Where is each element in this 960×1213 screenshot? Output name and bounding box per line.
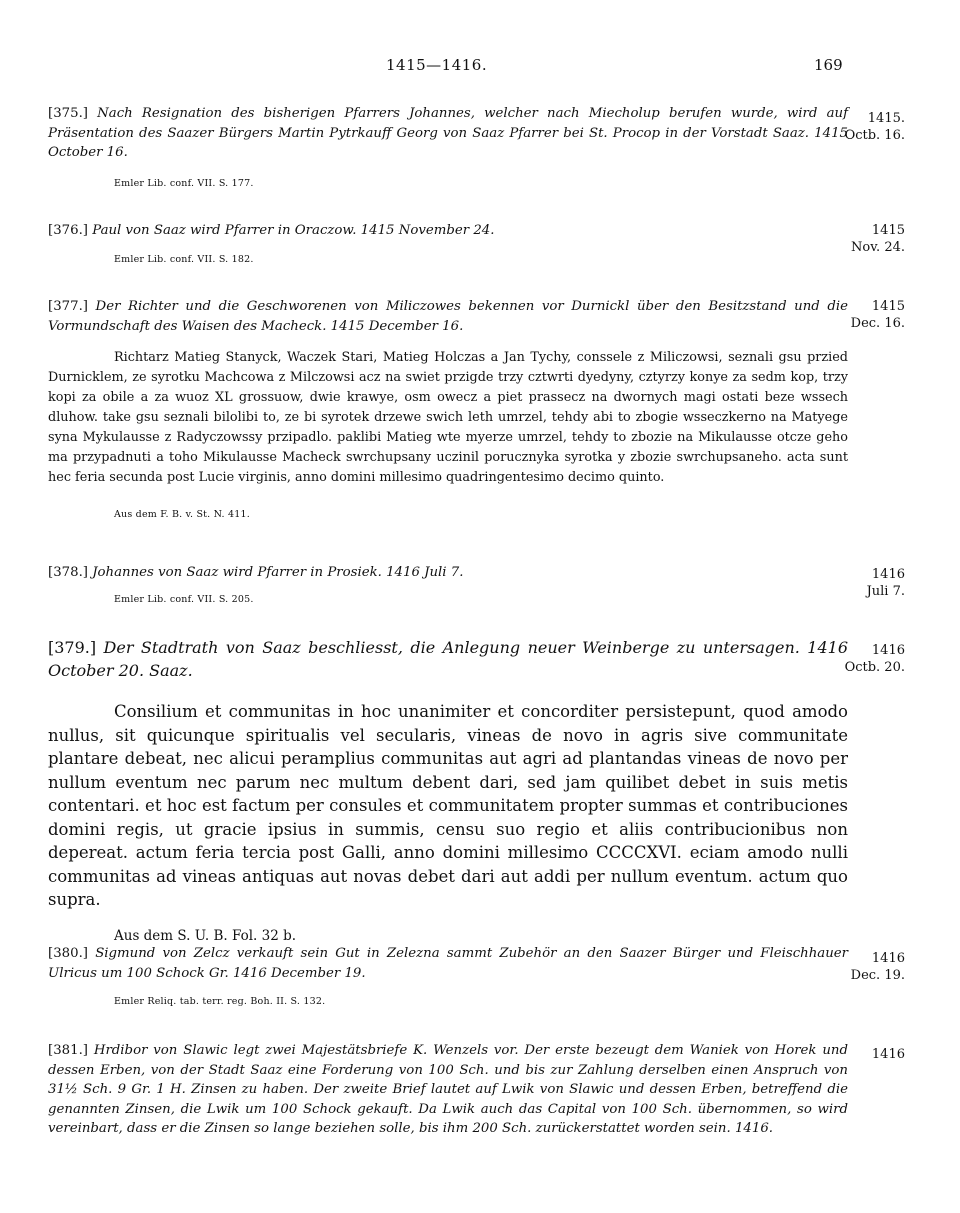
entry-date: 1416 Juli 7.: [866, 567, 905, 599]
entry-summary: [48, 944, 848, 983]
entry-date: 1416: [871, 1047, 905, 1062]
entry-date: 1415 Dec. 16.: [850, 299, 905, 331]
entry-date: 1416 Octb. 20.: [844, 643, 905, 675]
entry-summary: [48, 297, 848, 336]
entry-summary-text: Johannes von Saaz wird Pfarrer in Prosiek. 1416 Juli 7.: [92, 565, 464, 580]
entry-summary-text: Nach Resignation des bisherigen Pfarrers Johannes, welcher nach Miecholup berufen wurde, wird auf Präsentation des Saazer Bürgers Martin Pytrkauff Georg von Saaz Pfarrer bei St. Procop in der Vorstadt Saaz. 1415 October 16.: [48, 106, 848, 160]
entry-summary-text: Der Stadtrath von Saaz beschliesst, die Anlegung neuer Weinberge zu untersagen. 1416 October 20. Saaz.: [48, 638, 848, 680]
entry-source: Aus dem F. B. v. St. N. 411.: [114, 509, 250, 520]
entry-380: [48, 944, 848, 1008]
entry-body: Richtarz Matieg Stanyck, Waczek Stari, Matieg Holczas a Jan Tychy, conssele z Miliczowsi, seznali gsu przied Durnicklem, ze syrotku Machcowa z Milczowsi acz na swiet przigde trzy cztwrti dyedyny, cztyrzy konye za sedm kop, trzy kopi za obile a za wuoz XL grossuow, dwie krawye, osm owecz a piet prassecz na dwornych magi ostati beze wssech dluhow. take gsu seznali bilolibi to, ze bi syrotek drzewe swich leth umrzel, tehdy abi to zbogie wsseczkerno na Matyege syna Mykulausse z Radyczowssy przipadlo. paklibi Matieg wte myerze umrzel, tehdy to zbozie na Mikulausse otcze geho ma przypadnuti a toho Mikulausse Macheck swrchupsany uczinil porucznyka syrotka y zbozie swrchupsaneho. acta sunt hec feria secunda post Lucie virginis, anno domini millesimo quadringentesimo decimo quinto.: [48, 350, 848, 485]
entry-summary-text: Der Richter und die Geschworenen von Miliczowes bekennen vor Durnickl über den Besitzstand und die Vormundschaft des Waisen des Macheck. 1415 December 16.: [48, 299, 848, 334]
entry-summary: [48, 104, 848, 163]
entry-number: [377.]: [48, 299, 88, 314]
entry-number: [376.]: [48, 223, 88, 238]
entry-number: [381.]: [48, 1043, 88, 1058]
entry-376: [48, 221, 848, 266]
entry-375: [48, 104, 848, 190]
entry-date: 1415. Octb. 16.: [844, 111, 905, 143]
entry-source: Emler Lib. conf. VII. S. 205.: [114, 593, 254, 605]
entry-number: [375.]: [48, 106, 88, 121]
entry-summary: [48, 636, 848, 682]
entry-date: 1416 Dec. 19.: [850, 951, 905, 983]
entry-summary-text: Sigmund von Zelcz verkauft sein Gut in Zelezna sammt Zubehör an den Saazer Bürger und Fleischhauer Ulricus um 100 Schock Gr. 1416 December 19.: [48, 946, 849, 981]
entry-body: Consilium et communitas in hoc unanimiter et concorditer persistерunt, quod amodo nullus, sit quicunque spiritualis vel secularis, vineas de novo in agris sive communitate plantare debeat, nec alicui peramplius communitas aut agri ad plantandas vineas de novo per nullum eventum nec parum nec multum debent dari, sed jam quilibet debet in suis metis contentari. et hoc est factum per consules et communitatem propter summas et contribuciones domini regis, ut gracie ipsius in summis, censu suo regio et aliis contribucionibus non depereat. actum feria tercia post Galli, anno domini millesimo CCCCXVI. eciam amodo nulli communitas ad vineas antiquas aut novas debet dari aut addi per nullum eventum. actum quo supra.: [48, 702, 848, 909]
running-title: 1415—1416.: [386, 56, 488, 74]
entry-date: 1415 Nov. 24.: [851, 223, 905, 255]
entry-number: [380.]: [48, 946, 88, 961]
entry-summary: [48, 563, 848, 583]
entry-source: Emler Lib. conf. VII. S. 177.: [114, 177, 254, 189]
entry-379: [48, 636, 848, 944]
entry-source: Emler Lib. conf. VII. S. 182.: [114, 253, 254, 265]
entry-number: [378.]: [48, 565, 88, 580]
entry-number: [379.]: [48, 638, 97, 657]
page-number: 169: [814, 56, 843, 74]
entry-377: [48, 297, 848, 521]
entry-summary: [48, 221, 848, 241]
entry-summary-text: Hrdibor von Slawic legt zwei Majestätsbriefe K. Wenzels vor. Der erste bezeugt dem Waniek von Horek und dessen Erben, von der Stadt Saaz eine Forderung von 100 Sch. und bis zur Zahlung derselben einen Anspruch von 31½ Sch. 9 Gr. 1 H. Zinsen zu haben. Der zweite Brief lautet auf Lwik von Slawic und dessen Erben, betreffend die genannten Zinsen, die Lwik um 100 Schock gekauft. Da Lwik auch das Capital von 100 Sch. übernommen, so wird vereinbart, dass er die Zinsen so lange beziehen solle, bis ihm 200 Sch. zurückerstattet worden sein. 1416.: [48, 1043, 848, 1136]
entry-source: Aus dem S. U. B. Fol. 32 b.: [114, 927, 297, 944]
entry-summary-text: Paul von Saaz wird Pfarrer in Oraczow. 1415 November 24.: [92, 223, 495, 238]
entry-source: Emler Reliq. tab. terr. reg. Boh. II. S. 132.: [114, 996, 326, 1007]
entry-378: [48, 563, 848, 606]
entry-381: [48, 1041, 848, 1139]
entry-summary: [48, 1041, 848, 1139]
